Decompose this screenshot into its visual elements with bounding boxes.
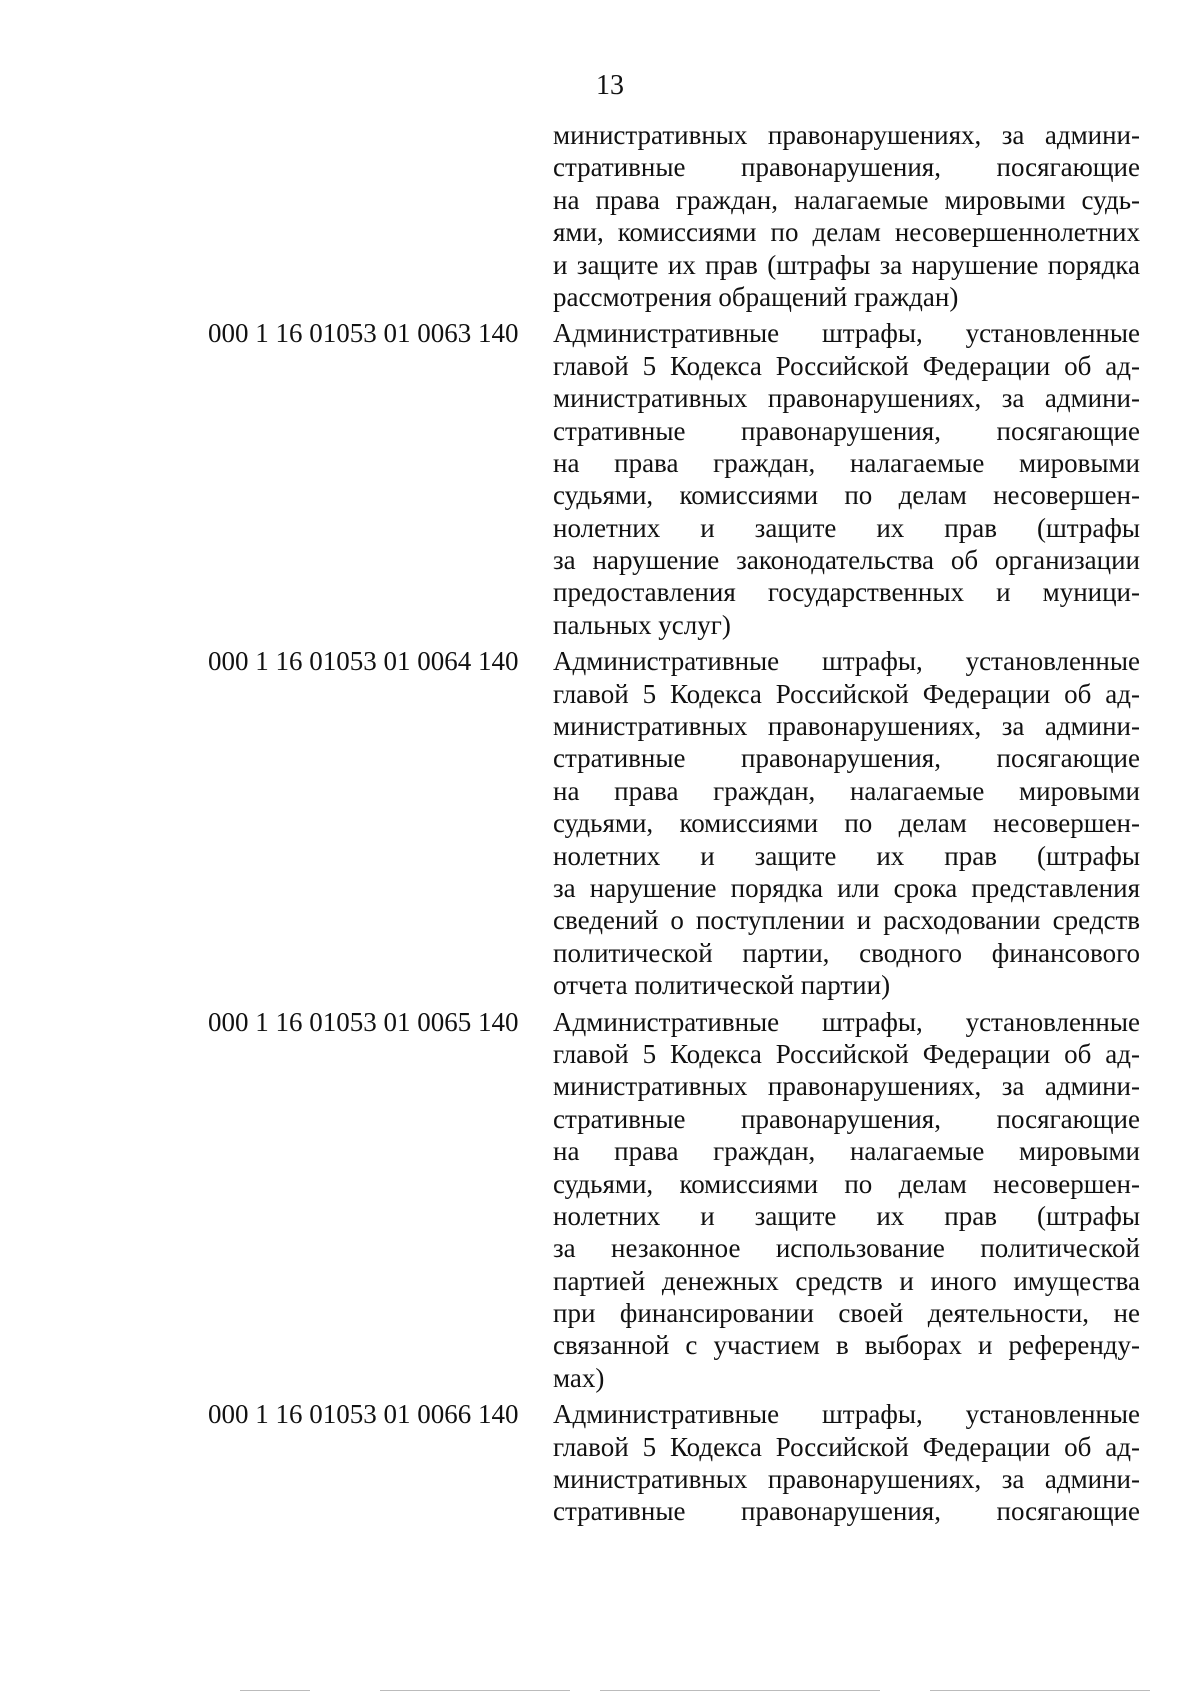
description-line: судьями, комиссиями по делам несовершен- [553,480,1140,511]
description-line: и защите их прав (штрафы за нарушение порядка [553,249,1140,280]
description-line: Административные штрафы, установленные [553,1399,1140,1430]
classification-table [208,119,1140,1532]
description-line: связанной с участием в выборах и референду- [553,1330,1140,1361]
description-line: при финансировании своей деятельности, не [553,1298,1140,1329]
description-line: пальных услуг) [553,609,731,640]
description-line: ями, комиссиями по делам несовершеннолетних [553,217,1140,248]
description-line: Административные штрафы, установленные [553,1006,1140,1037]
row-description [553,1006,1140,1395]
description-line: отчета политической партии) [553,970,891,1001]
description-line: главой 5 Кодекса Российской Федерации об ад- [553,350,1140,381]
description-line: министративных правонарушениях, за админи- [553,1071,1140,1102]
description-line: нолетних и защите их прав (штрафы [553,1200,1140,1231]
description-line: партией денежных средств и иного имущества [553,1265,1140,1296]
description-line: политической партии, сводного финансового [553,937,1140,968]
table-row [208,1398,1140,1528]
budget-code: 000 1 16 01053 01 0065 140 [208,1006,519,1037]
description-line: главой 5 Кодекса Российской Федерации об ад- [553,1431,1140,1462]
description-line: предоставления государственных и муници- [553,577,1140,608]
description-line: главой 5 Кодекса Российской Федерации об ад- [553,1038,1140,1069]
table-row [208,119,1140,313]
description-line: за незаконное использование политической [553,1233,1140,1264]
budget-code: 000 1 16 01053 01 0066 140 [208,1399,519,1430]
budget-code: 000 1 16 01053 01 0063 140 [208,318,519,349]
table-row [208,1006,1140,1395]
description-line: стративные правонарушения, посягающие [553,415,1140,446]
description-line: на права граждан, налагаемые мировыми судь- [553,184,1140,215]
scan-edge-artifact [240,1690,310,1691]
description-line: министративных правонарушениях, за админи- [553,711,1140,742]
scan-edge-artifact [930,1690,1150,1691]
table-row [208,317,1140,641]
description-line: рассмотрения обращений граждан) [553,281,959,312]
row-description [553,645,1140,1001]
description-line: стративные правонарушения, посягающие [553,1103,1140,1134]
description-line: министративных правонарушениях, за админи- [553,1464,1140,1495]
description-line: министративных правонарушениях, за админи- [553,120,1140,150]
page-number: 13 [596,70,624,101]
description-line: нолетних и защите их прав (штрафы [553,840,1140,871]
description-line: на права граждан, налагаемые мировыми [553,1136,1140,1167]
scan-edge-artifact [600,1690,880,1691]
budget-code: 000 1 16 01053 01 0064 140 [208,646,519,677]
row-description [553,1398,1140,1528]
description-line: на права граждан, налагаемые мировыми [553,775,1140,806]
table-row [208,645,1140,1001]
description-line: судьями, комиссиями по делам несовершен- [553,1168,1140,1199]
description-line: Административные штрафы, установленные [553,318,1140,349]
description-line: сведений о поступлении и расходовании средств [553,905,1140,936]
description-line: за нарушение законодательства об организации [553,545,1140,576]
description-line: министративных правонарушениях, за админи- [553,383,1140,414]
row-description [553,317,1140,641]
row-description [553,119,1140,313]
description-line: стративные правонарушения, посягающие [553,743,1140,774]
description-line: судьями, комиссиями по делам несовершен- [553,808,1140,839]
description-line: стративные правонарушения, посягающие [553,1496,1140,1527]
description-line: за нарушение порядка или срока представления [553,872,1140,903]
description-line: на права граждан, налагаемые мировыми [553,447,1140,478]
description-line: мах) [553,1362,605,1393]
description-line: нолетних и защите их прав (штрафы [553,512,1140,543]
description-line: стративные правонарушения, посягающие [553,152,1140,183]
scan-edge-artifact [380,1690,570,1691]
description-line: Административные штрафы, установленные [553,646,1140,677]
description-line: главой 5 Кодекса Российской Федерации об ад- [553,678,1140,709]
